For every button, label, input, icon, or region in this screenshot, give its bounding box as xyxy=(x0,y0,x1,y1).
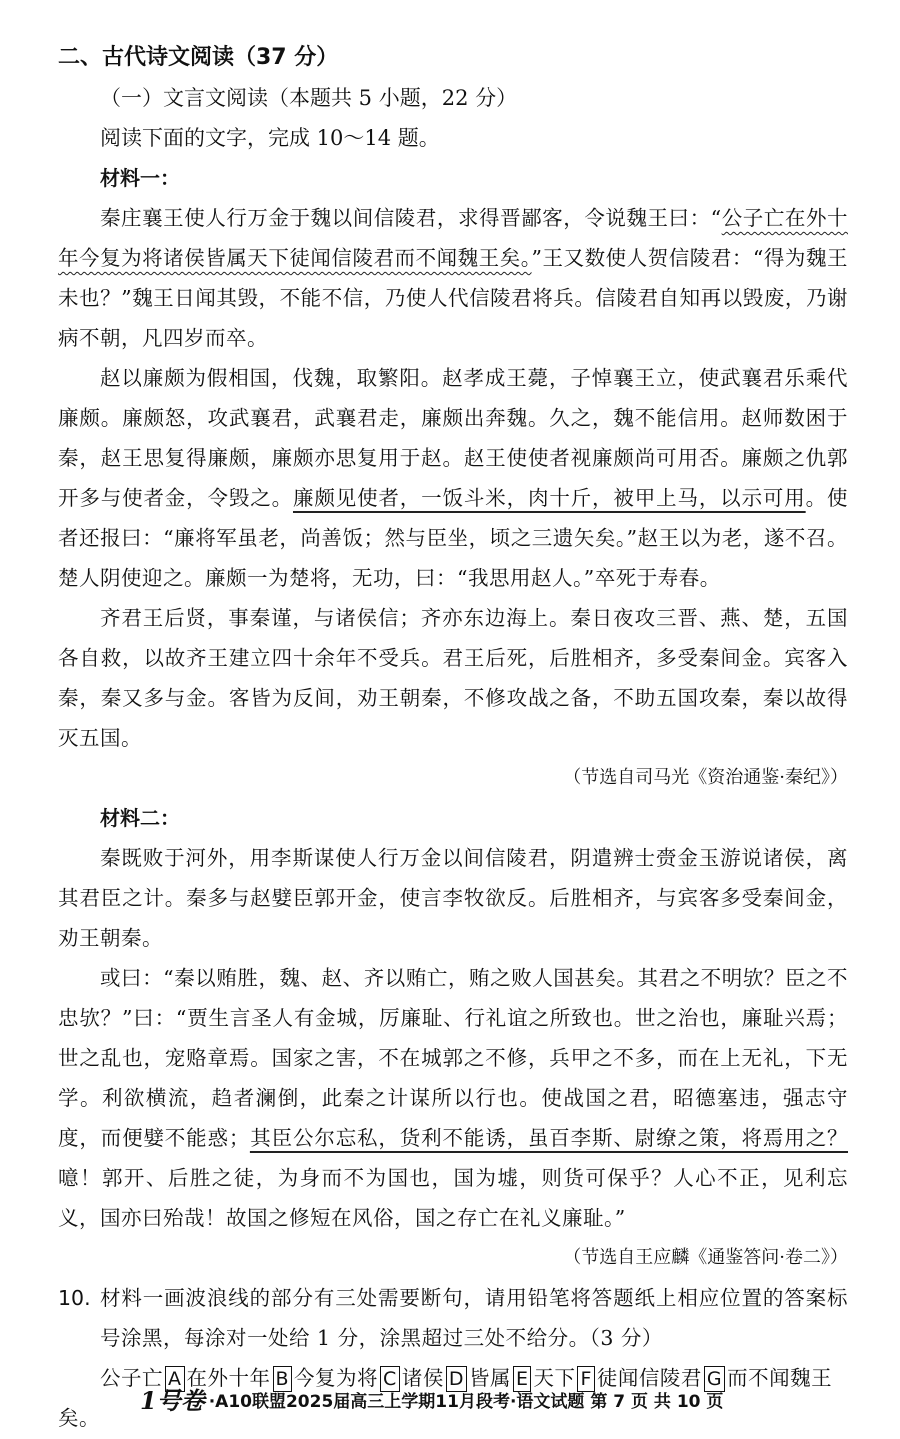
answer-box-e[interactable]: E xyxy=(513,1366,532,1392)
material1-paragraph-1 xyxy=(58,198,848,358)
material1-paragraph-2 xyxy=(58,358,848,598)
section-title: 二、古代诗文阅读（37 分） xyxy=(58,45,339,70)
material1-source: （节选自司马光《资治通鉴·秦纪》） xyxy=(563,767,848,788)
material2-paragraph-1: 秦既败于河外，用李斯谋使人行万金以间信陵君，阴遣辨士赍金玉游说诸侯，离其君臣之计。秦多与赵嬖臣郭开金，使言李牧欲反。后胜相齐，与宾客多受秦间金，劝王朝秦。 xyxy=(58,846,848,950)
material1-label: 材料一： xyxy=(100,166,180,190)
material1-paragraph-3: 齐君王后贤，事秦谨，与诸侯信；齐亦东边海上。秦日夜攻三晋、燕、楚，五国各自救，以故齐王建立四十余年不受兵。君王后死，后胜相齐，多受秦间金。宾客入秦，秦又多与金。客皆为反间，劝王朝秦，不修攻战之备，不助五国攻秦，秦以故得灭五国。 xyxy=(58,606,848,750)
segment: 在外十年 xyxy=(186,1366,271,1390)
material2-source: （节选自王应麟《通鉴答问·卷二》） xyxy=(563,1247,848,1268)
exam-page xyxy=(58,38,848,1438)
material2-label: 材料二： xyxy=(100,806,180,830)
answer-box-b[interactable]: B xyxy=(273,1366,293,1392)
answer-box-a[interactable]: A xyxy=(165,1366,185,1392)
segment: 而不闻魏王矣。 xyxy=(58,1366,833,1430)
segment: 公子亡 xyxy=(100,1366,163,1390)
text-span: ”王又数使人贺信陵君：“得为魏王未也？”魏王日闻其毁，不能不信，乃使人代信陵君将兵。信陵君自知再以毁废，乃谢病不朝，凡四岁而卒。 xyxy=(58,246,848,350)
segment: 徒闻信陵君 xyxy=(596,1366,702,1390)
segment: 皆属 xyxy=(468,1366,511,1390)
underlined-text: 廉颇见使者，一饭斗米，肉十斤，被甲上马，以示可用 xyxy=(292,486,806,510)
answer-box-d[interactable]: D xyxy=(446,1366,467,1392)
instruction: 阅读下面的文字，完成 10～14 题。 xyxy=(100,126,440,150)
text-span: 噫！郭开、后胜之徒，为身而不为国也，国为墟，则货可保乎？人心不正，见利忘义，国亦曰殆哉！故国之修短在风俗，国之存亡在礼义廉耻。” xyxy=(58,1166,848,1230)
answer-box-g[interactable]: G xyxy=(704,1366,725,1392)
text-span: 赵以廉颇为假相国，伐魏，取繁阳。赵孝成王薨，子悼襄王立，使武襄君乐乘代廉颇。廉颇怒，攻武襄君，武襄君走，廉颇出奔魏。久之，魏不能信用。赵师数困于秦，赵王思复得廉颇，廉颇亦思复用于赵。赵王使使者视廉颇尚可用否。廉颇之仇郭开多与使者金，令毁之。 xyxy=(58,366,848,510)
question-text: 材料一画波浪线的部分有三处需要断句，请用铅笔将答题纸上相应位置的答案标号涂黑，每涂对一处给 1 分，涂黑超过三处不给分。（3 分） xyxy=(100,1286,848,1350)
segment: 诸侯 xyxy=(401,1366,444,1390)
footer-text: ·A10联盟2025届高三上学期11月段考·语文试题 第 7 页 共 10 页 xyxy=(208,1392,724,1412)
text-span: 。使者还报曰：“廉将军虽老，尚善饭；然与臣坐，顷之三遗矢矣。”赵王以为老，遂不召。楚人阴使迎之。廉颇一为楚将，无功，曰：“我思用赵人。”卒死于寿春。 xyxy=(58,486,849,590)
underlined-text: 其臣公尔忘私，货利不能诱，虽百李斯、尉缭之策，将焉用之？ xyxy=(249,1126,849,1150)
answer-box-c[interactable]: C xyxy=(380,1366,400,1392)
answer-box-f[interactable]: F xyxy=(577,1366,594,1392)
segment: 今复为将 xyxy=(294,1366,379,1390)
question-number: 10. xyxy=(58,1286,91,1310)
text-span: 秦庄襄王使人行万金于魏以间信陵君，求得晋鄙客，令说魏王曰：“ xyxy=(100,206,722,230)
exam-logo: 1号卷 xyxy=(140,1386,205,1415)
page-footer xyxy=(140,1386,840,1417)
text-span: 或曰：“秦以贿胜，魏、赵、齐以贿亡，贿之败人国甚矣。其君之不明欤？臣之不忠欤？”曰：“贾生言圣人有金城，厉廉耻、行礼谊之所致也。世之治也，廉耻兴焉；世之乱也，宠赂章焉。国家之害，不在城郭之不修，兵甲之不多，而在上无礼，下无学。利欲横流，趋者澜倒，此秦之计谋所以行也。使战国之君，昭德塞违，强志守度，而便嬖不能惑； xyxy=(58,966,848,1150)
sub-title: （一）文言文阅读（本题共 5 小题，22 分） xyxy=(100,86,518,110)
question-10 xyxy=(58,1278,848,1358)
material2-paragraph-2 xyxy=(58,958,848,1238)
wavy-underlined-text: 公子亡在外十年今复为将诸侯皆属天下徒闻信陵君而不闻魏王矣。 xyxy=(58,206,849,270)
segment: 天下 xyxy=(533,1366,576,1390)
